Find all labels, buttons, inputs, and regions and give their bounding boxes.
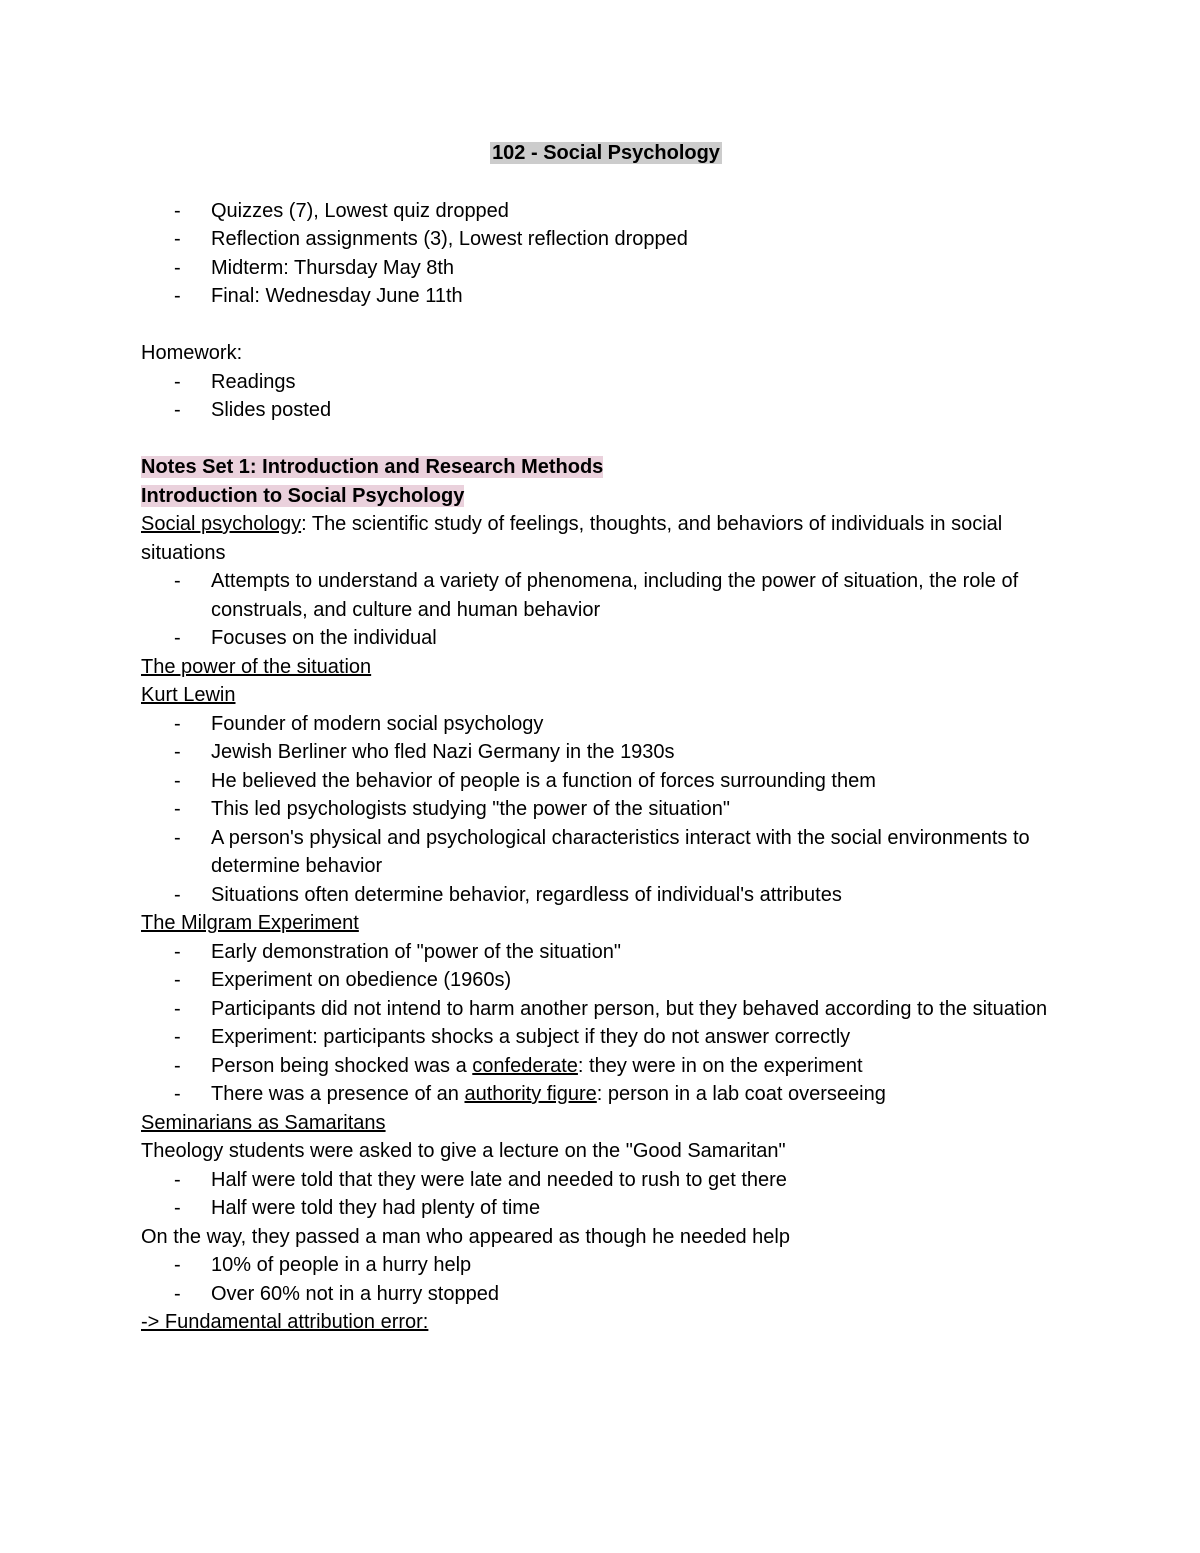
subheading-power-of-situation: The power of the situation (141, 655, 372, 678)
list-item: - This led psychologists studying "the power of the situation" (141, 795, 1071, 824)
bullet-dash: - (174, 997, 181, 1020)
bullet-dash: - (174, 940, 181, 963)
bullet-dash: - (174, 826, 181, 849)
bullet-dash: - (174, 627, 181, 649)
bullet-dash: - (174, 712, 181, 735)
way-list (141, 1251, 1071, 1308)
way-text: On the way, they passed a man who appeared as though he needed help (141, 1225, 790, 1248)
list-item: - Reflection assignments (3), Lowest reflection dropped (141, 225, 1071, 254)
bullet-dash: - (174, 1054, 181, 1077)
homework-label: Homework: (141, 342, 243, 364)
milgram-list (141, 938, 1071, 1109)
list-item: - Half were told they had plenty of time (141, 1194, 1071, 1223)
bullet-dash: - (174, 798, 181, 820)
list-item: - Experiment: participants shocks a subject if they do not answer correctly (141, 1023, 1071, 1052)
bullet-dash: - (174, 370, 181, 393)
spacer (141, 425, 1071, 454)
lewin-list (141, 710, 1071, 910)
list-item: - Experiment on obedience (1960s) (141, 966, 1071, 995)
list-item: - Participants did not intend to harm another person, but they behaved according to the situation (141, 995, 1071, 1024)
homework-list (141, 368, 1071, 425)
list-item: - Attempts to understand a variety of phenomena, including the power of situation, the role of construals, and culture and human behavior (141, 567, 1071, 624)
list-item: - Over 60% not in a hurry stopped (141, 1280, 1071, 1309)
subheading-milgram: The Milgram Experiment (141, 912, 359, 934)
course-items-list (141, 197, 1071, 311)
document-page (141, 139, 1071, 1337)
list-item: - Final: Wednesday June 11th (141, 282, 1071, 311)
list-item: - Focuses on the individual (141, 624, 1071, 653)
spacer (141, 311, 1071, 340)
list-item: - Jewish Berliner who fled Nazi Germany in the 1930s (141, 738, 1071, 767)
list-item: - A person's physical and psychological characteristics interact with the social environments to determine behavior (141, 824, 1071, 881)
notes-set-heading: Notes Set 1: Introduction and Research Methods (141, 456, 604, 478)
list-item: - Half were told that they were late and needed to rush to get there (141, 1166, 1071, 1195)
seminarians-list (141, 1166, 1071, 1223)
seminarians-intro: Theology students were asked to give a lecture on the "Good Samaritan" (141, 1140, 786, 1162)
bullet-dash: - (174, 570, 181, 592)
list-item: - Quizzes (7), Lowest quiz dropped (141, 197, 1071, 226)
confederate-term: confederate (472, 1054, 578, 1077)
bullet-dash: - (174, 969, 181, 991)
bullet-dash: - (174, 399, 181, 421)
definition-list (141, 567, 1071, 653)
list-item: - There was a presence of an authority figure: person in a lab coat overseeing (141, 1080, 1071, 1109)
bullet-dash: - (174, 883, 181, 906)
list-item: - Person being shocked was a confederate: they were in on the experiment (141, 1052, 1071, 1081)
definition-term: Social psychology (141, 513, 302, 535)
list-item: - Situations often determine behavior, regardless of individual's attributes (141, 881, 1071, 910)
bullet-dash: - (174, 256, 181, 279)
definition-paragraph: Social psychology: The scientific study of feelings, thoughts, and behaviors of individuals in social situations (141, 513, 1003, 564)
bullet-dash: - (174, 1254, 181, 1276)
list-item: - He believed the behavior of people is a function of forces surrounding them (141, 767, 1071, 796)
bullet-dash: - (174, 769, 181, 792)
list-item: - 10% of people in a hurry help (141, 1251, 1071, 1280)
list-item: - Early demonstration of "power of the situation" (141, 938, 1071, 967)
authority-figure-term: authority figure (464, 1083, 597, 1105)
list-item: - Midterm: Thursday May 8th (141, 254, 1071, 283)
bullet-dash: - (174, 741, 181, 763)
subheading-kurt-lewin: Kurt Lewin (141, 684, 236, 706)
title-row (141, 139, 1071, 168)
bullet-dash: - (174, 1197, 181, 1219)
page-title: 102 - Social Psychology (492, 142, 720, 164)
bullet-dash: - (174, 199, 181, 222)
section-heading: Introduction to Social Psychology (141, 484, 465, 507)
list-item: - Founder of modern social psychology (141, 710, 1071, 739)
bullet-dash: - (174, 228, 181, 250)
bullet-dash: - (174, 1083, 181, 1105)
list-item: - Readings (141, 368, 1071, 397)
bullet-dash: - (174, 1168, 181, 1191)
subheading-seminarians: Seminarians as Samaritans (141, 1111, 386, 1134)
bullet-dash: - (174, 285, 181, 307)
bullet-dash: - (174, 1026, 181, 1048)
list-item: - Slides posted (141, 396, 1071, 425)
bullet-dash: - (174, 1282, 181, 1305)
fundamental-attribution-error-heading: -> Fundamental attribution error: (141, 1311, 429, 1333)
